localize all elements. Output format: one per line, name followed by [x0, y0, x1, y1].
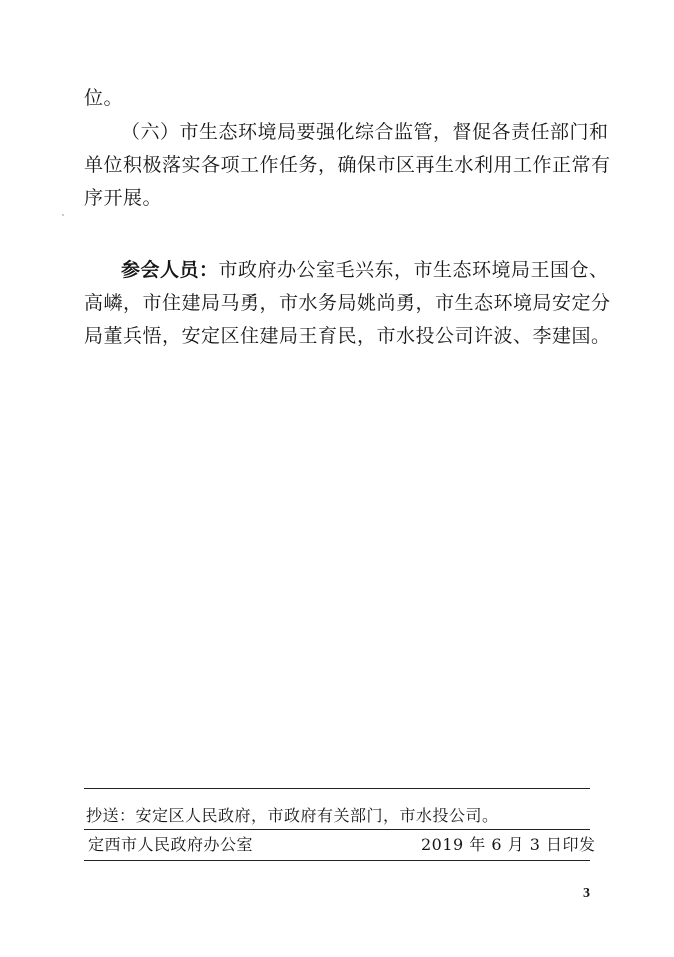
- body-line-4: 序开展。: [84, 187, 163, 209]
- body-line-1: 位。: [84, 87, 124, 109]
- attendees-line-1: [121, 258, 609, 282]
- scan-speck: [62, 214, 64, 216]
- body-line-3: 单位积极落实各项工作任务，确保市区再生水利用工作正常有: [84, 154, 611, 176]
- body-line-2: （六）市生态环境局要强化综合监管，督促各责任部门和: [121, 121, 609, 143]
- page-number: 3: [583, 886, 590, 901]
- issue-date: 2019 年 6 月 3 日印发: [421, 835, 596, 854]
- attendees-line-2: 高嶙，市住建局马勇，市水务局姚尚勇，市生态环境局安定分: [84, 292, 611, 314]
- attendees-label: 参会人员：: [121, 259, 219, 281]
- issuer-line: 定西市人民政府办公室: [88, 835, 254, 854]
- footer-top-divider: [84, 788, 590, 789]
- attendees-line-3: 局董兵悟，安定区住建局王育民，市水投公司许波、李建国。: [84, 325, 611, 347]
- footer-bottom-divider: [84, 860, 590, 861]
- footer-middle-divider: [84, 829, 590, 830]
- cc-line: 抄送：安定区人民政府，市政府有关部门，市水投公司。: [86, 806, 499, 825]
- attendees-text-1: 市政府办公室毛兴东，市生态环境局王国仓、: [218, 259, 609, 281]
